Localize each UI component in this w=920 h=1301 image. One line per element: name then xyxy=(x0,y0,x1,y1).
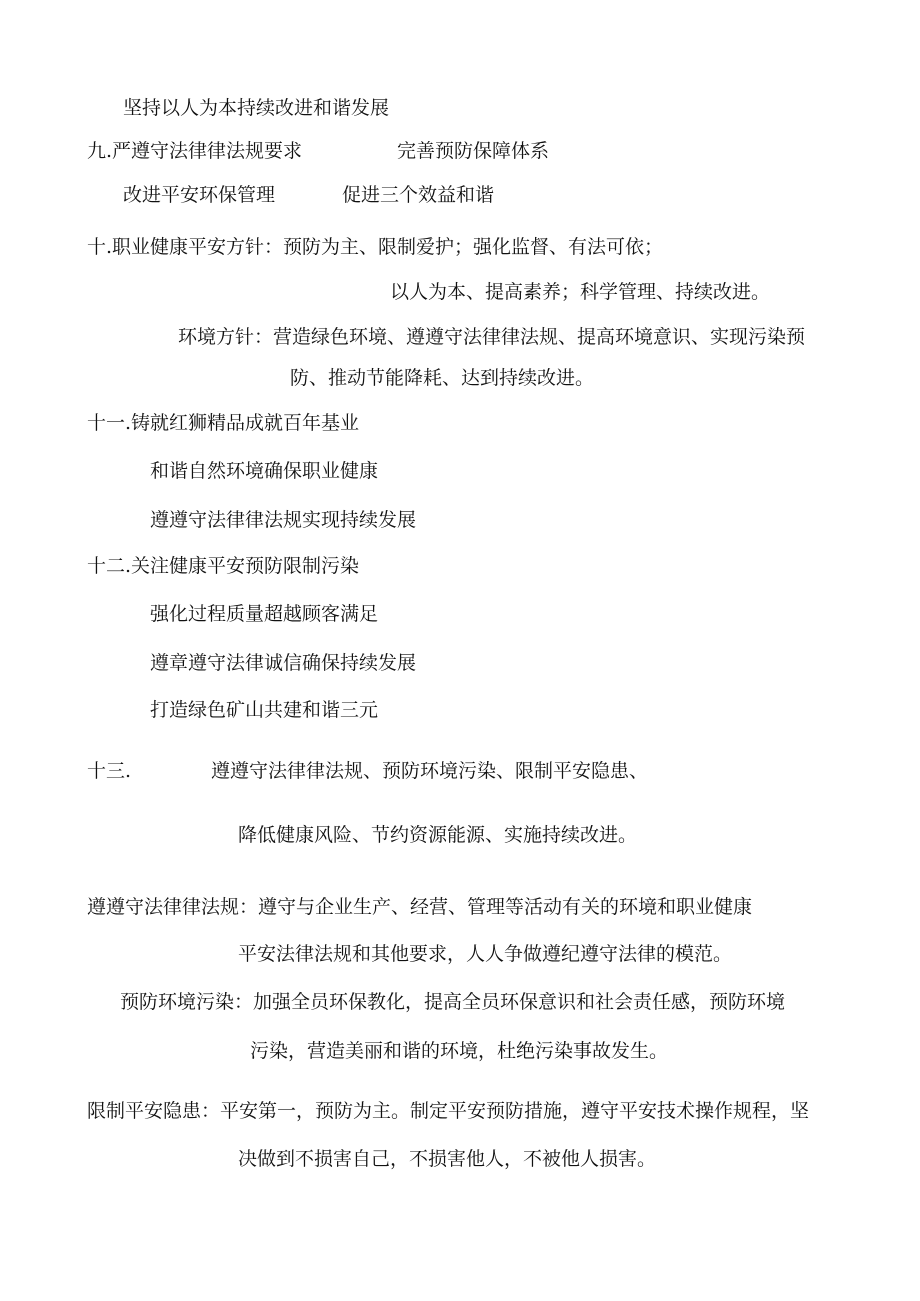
section-heading: 十三. xyxy=(87,760,132,782)
text-line: 限制平安隐患：平安第一，预防为主。制定平安预防措施，遵守平安技术操作规程，坚 xyxy=(87,1100,810,1122)
text-line: 促进三个效益和谐 xyxy=(342,184,495,206)
text-line: 防、推动节能降耗、达到持续改进。 xyxy=(290,367,595,389)
section-heading: 十.职业健康平安方针：预防为主、限制爱护；强化监督、有法可依； xyxy=(87,236,664,258)
text-line: 遵遵守法律律法规：遵守与企业生产、经营、管理等活动有关的环境和职业健康 xyxy=(87,896,753,918)
text-line: 遵遵守法律律法规实现持续发展 xyxy=(150,509,417,531)
text-line: 和谐自然环境确保职业健康 xyxy=(150,460,379,482)
text-line: 环境方针：营造绿色环境、遵遵守法律律法规、提高环境意识、实现污染预 xyxy=(178,326,806,348)
text-line: 强化过程质量超越顾客满足 xyxy=(150,603,379,625)
text-line: 坚持以人为本持续改进和谐发展 xyxy=(123,97,390,119)
text-line: 平安法律法规和其他要求，人人争做遵纪遵守法律的模范。 xyxy=(238,943,733,965)
text-line: 决做到不损害自己，不损害他人，不被他人损害。 xyxy=(238,1148,657,1170)
section-heading: 九.严遵守法律律法规要求 xyxy=(87,140,303,162)
text-line: 遵遵守法律律法规、预防环境污染、限制平安隐患、 xyxy=(211,760,649,782)
text-line: 预防环境污染：加强全员环保教化，提高全员环保意识和社会责任感，预防环境 xyxy=(120,991,786,1013)
text-line: 打造绿色矿山共建和谐三元 xyxy=(150,699,379,721)
text-line: 完善预防保障体系 xyxy=(397,140,550,162)
text-line: 降低健康风险、节约资源能源、实施持续改进。 xyxy=(238,824,638,846)
section-heading: 十一.铸就红狮精品成就百年基业 xyxy=(87,412,360,434)
text-line: 遵章遵守法律诚信确保持续发展 xyxy=(150,652,417,674)
text-line: 改进平安环保管理 xyxy=(123,184,276,206)
section-heading: 十二.关注健康平安预防限制污染 xyxy=(87,555,360,577)
text-line: 以人为本、提高素养；科学管理、持续改进。 xyxy=(390,281,771,303)
text-line: 污染，营造美丽和谐的环境，杜绝污染事故发生。 xyxy=(250,1040,669,1062)
